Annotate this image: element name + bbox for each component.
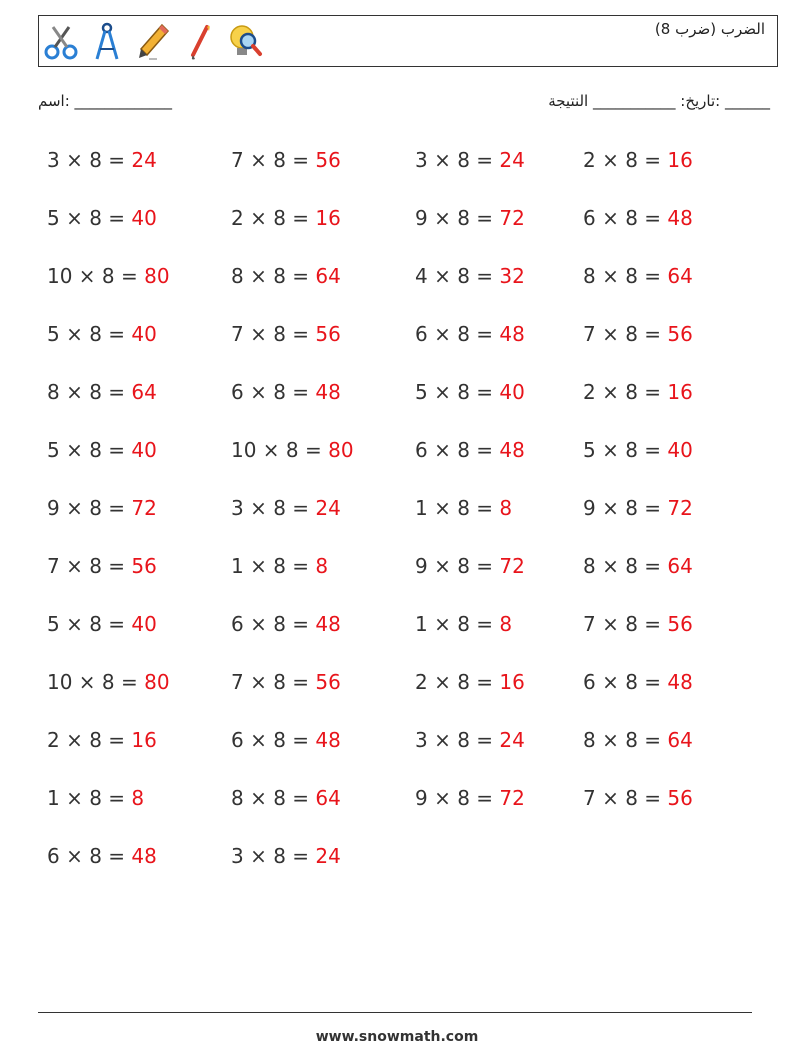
problem-answer: 48 (131, 844, 157, 868)
problem-question: 2 × 8 = (415, 670, 500, 694)
problem-item (231, 786, 341, 810)
problem-answer: 80 (144, 670, 170, 694)
problem-item (231, 496, 341, 520)
problem-answer: 56 (131, 554, 157, 578)
problem-question: 10 × 8 = (47, 670, 145, 694)
problem-item (47, 206, 157, 230)
problem-answer: 48 (315, 612, 341, 636)
problem-question: 7 × 8 = (47, 554, 132, 578)
problem-item (415, 728, 525, 752)
problem-item (231, 670, 341, 694)
problem-answer: 64 (667, 264, 693, 288)
problem-answer: 48 (499, 438, 525, 462)
problem-question: 3 × 8 = (231, 844, 316, 868)
problem-item (231, 322, 341, 346)
problem-question: 6 × 8 = (231, 612, 316, 636)
problem-question: 9 × 8 = (583, 496, 668, 520)
problem-question: 3 × 8 = (415, 728, 500, 752)
problem-question: 6 × 8 = (583, 206, 668, 230)
problem-question: 1 × 8 = (231, 554, 316, 578)
problem-item (583, 264, 693, 288)
problem-answer: 8 (315, 554, 329, 578)
problem-item (47, 844, 157, 868)
problem-question: 6 × 8 = (231, 728, 316, 752)
problem-question: 6 × 8 = (231, 380, 316, 404)
problem-question: 3 × 8 = (47, 148, 132, 172)
problem-answer: 48 (667, 670, 693, 694)
worksheet-title: الضرب (ضرب 8) (654, 20, 765, 38)
problem-item (47, 380, 157, 404)
problem-item (583, 206, 693, 230)
problem-item (231, 728, 341, 752)
problem-question: 6 × 8 = (47, 844, 132, 868)
problem-item (415, 438, 525, 462)
problem-answer: 40 (131, 206, 157, 230)
problem-item (415, 206, 525, 230)
problem-answer: 56 (315, 670, 341, 694)
problem-answer: 24 (499, 148, 525, 172)
problem-answer: 24 (499, 728, 525, 752)
problem-item (47, 612, 157, 636)
problem-item (47, 438, 157, 462)
problem-answer: 16 (499, 670, 525, 694)
problem-item (583, 322, 693, 346)
problem-item (583, 612, 693, 636)
problem-answer: 24 (315, 496, 341, 520)
problem-question: 8 × 8 = (231, 264, 316, 288)
problem-answer: 56 (315, 322, 341, 346)
problem-answer: 80 (144, 264, 170, 288)
problem-answer: 48 (315, 380, 341, 404)
problem-answer: 16 (315, 206, 341, 230)
problem-item (47, 670, 170, 694)
problem-item (583, 380, 693, 404)
problem-item (583, 786, 693, 810)
problem-question: 5 × 8 = (47, 206, 132, 230)
problem-question: 4 × 8 = (415, 264, 500, 288)
problem-question: 1 × 8 = (415, 612, 500, 636)
problem-answer: 40 (499, 380, 525, 404)
problem-answer: 24 (131, 148, 157, 172)
problem-question: 10 × 8 = (231, 438, 329, 462)
problem-question: 8 × 8 = (583, 554, 668, 578)
name-field: اسم: _____________ (38, 92, 173, 110)
problem-answer: 48 (667, 206, 693, 230)
problem-question: 5 × 8 = (583, 438, 668, 462)
problem-answer: 8 (131, 786, 145, 810)
problem-answer: 40 (131, 322, 157, 346)
footer-url: www.snowmath.com (315, 1029, 479, 1045)
problem-item (47, 322, 157, 346)
problem-item (415, 380, 525, 404)
problem-question: 5 × 8 = (47, 438, 132, 462)
problem-item (415, 612, 512, 636)
problem-item (583, 670, 693, 694)
problem-question: 9 × 8 = (415, 786, 500, 810)
problem-answer: 64 (315, 786, 341, 810)
problem-question: 7 × 8 = (583, 786, 668, 810)
problem-item (415, 496, 512, 520)
problem-question: 6 × 8 = (415, 438, 500, 462)
problem-answer: 72 (499, 554, 525, 578)
problem-item (47, 264, 170, 288)
problem-question: 9 × 8 = (47, 496, 132, 520)
problem-answer: 16 (667, 380, 693, 404)
problem-answer: 72 (499, 206, 525, 230)
problem-question: 9 × 8 = (415, 206, 500, 230)
problem-item (415, 786, 525, 810)
problem-question: 3 × 8 = (231, 496, 316, 520)
problem-answer: 40 (667, 438, 693, 462)
problem-item (231, 844, 341, 868)
problem-question: 7 × 8 = (231, 322, 316, 346)
problem-question: 7 × 8 = (583, 322, 668, 346)
problem-question: 6 × 8 = (583, 670, 668, 694)
problem-question: 8 × 8 = (47, 380, 132, 404)
problem-question: 2 × 8 = (47, 728, 132, 752)
problem-item (415, 264, 525, 288)
footer-divider (38, 1012, 752, 1013)
problem-answer: 64 (315, 264, 341, 288)
problem-answer: 16 (131, 728, 157, 752)
problem-question: 6 × 8 = (415, 322, 500, 346)
problem-item (47, 148, 157, 172)
problem-item (231, 148, 341, 172)
problem-question: 9 × 8 = (415, 554, 500, 578)
problem-item (231, 554, 328, 578)
problem-answer: 8 (499, 612, 513, 636)
problem-item (231, 380, 341, 404)
problem-item (583, 728, 693, 752)
problem-question: 7 × 8 = (583, 612, 668, 636)
problem-item (231, 438, 354, 462)
problem-answer: 40 (131, 438, 157, 462)
problem-answer: 56 (667, 786, 693, 810)
problem-item (47, 496, 157, 520)
problem-question: 5 × 8 = (415, 380, 500, 404)
problem-question: 7 × 8 = (231, 148, 316, 172)
problem-question: 10 × 8 = (47, 264, 145, 288)
problem-item (583, 438, 693, 462)
problem-question: 8 × 8 = (231, 786, 316, 810)
problem-answer: 56 (315, 148, 341, 172)
problem-item (415, 670, 525, 694)
problem-item (231, 206, 341, 230)
problem-item (47, 728, 157, 752)
problem-answer: 56 (667, 612, 693, 636)
problem-question: 1 × 8 = (47, 786, 132, 810)
problem-answer: 16 (667, 148, 693, 172)
problem-item (231, 612, 341, 636)
problem-question: 7 × 8 = (231, 670, 316, 694)
problem-answer: 48 (499, 322, 525, 346)
problem-answer: 72 (499, 786, 525, 810)
problem-question: 5 × 8 = (47, 322, 132, 346)
problem-answer: 72 (131, 496, 157, 520)
problem-question: 3 × 8 = (415, 148, 500, 172)
problem-question: 2 × 8 = (583, 148, 668, 172)
problem-question: 8 × 8 = (583, 728, 668, 752)
problem-item (415, 554, 525, 578)
problem-question: 1 × 8 = (415, 496, 500, 520)
problem-answer: 72 (667, 496, 693, 520)
problem-answer: 64 (667, 728, 693, 752)
problem-item (47, 786, 144, 810)
problem-answer: 80 (328, 438, 354, 462)
problem-answer: 64 (667, 554, 693, 578)
problem-item (231, 264, 341, 288)
problem-question: 2 × 8 = (583, 380, 668, 404)
problem-item (47, 554, 157, 578)
problem-item (583, 496, 693, 520)
problem-item (583, 148, 693, 172)
problem-item (415, 322, 525, 346)
problem-answer: 32 (499, 264, 525, 288)
problem-question: 5 × 8 = (47, 612, 132, 636)
problem-answer: 64 (131, 380, 157, 404)
date-score-field: ______ :تاريخ: ___________ النتيجة (548, 92, 770, 110)
problem-answer: 48 (315, 728, 341, 752)
problem-answer: 56 (667, 322, 693, 346)
problem-question: 2 × 8 = (231, 206, 316, 230)
problem-item (583, 554, 693, 578)
problem-answer: 40 (131, 612, 157, 636)
problem-question: 8 × 8 = (583, 264, 668, 288)
problem-answer: 24 (315, 844, 341, 868)
problem-item (415, 148, 525, 172)
problem-answer: 8 (499, 496, 513, 520)
